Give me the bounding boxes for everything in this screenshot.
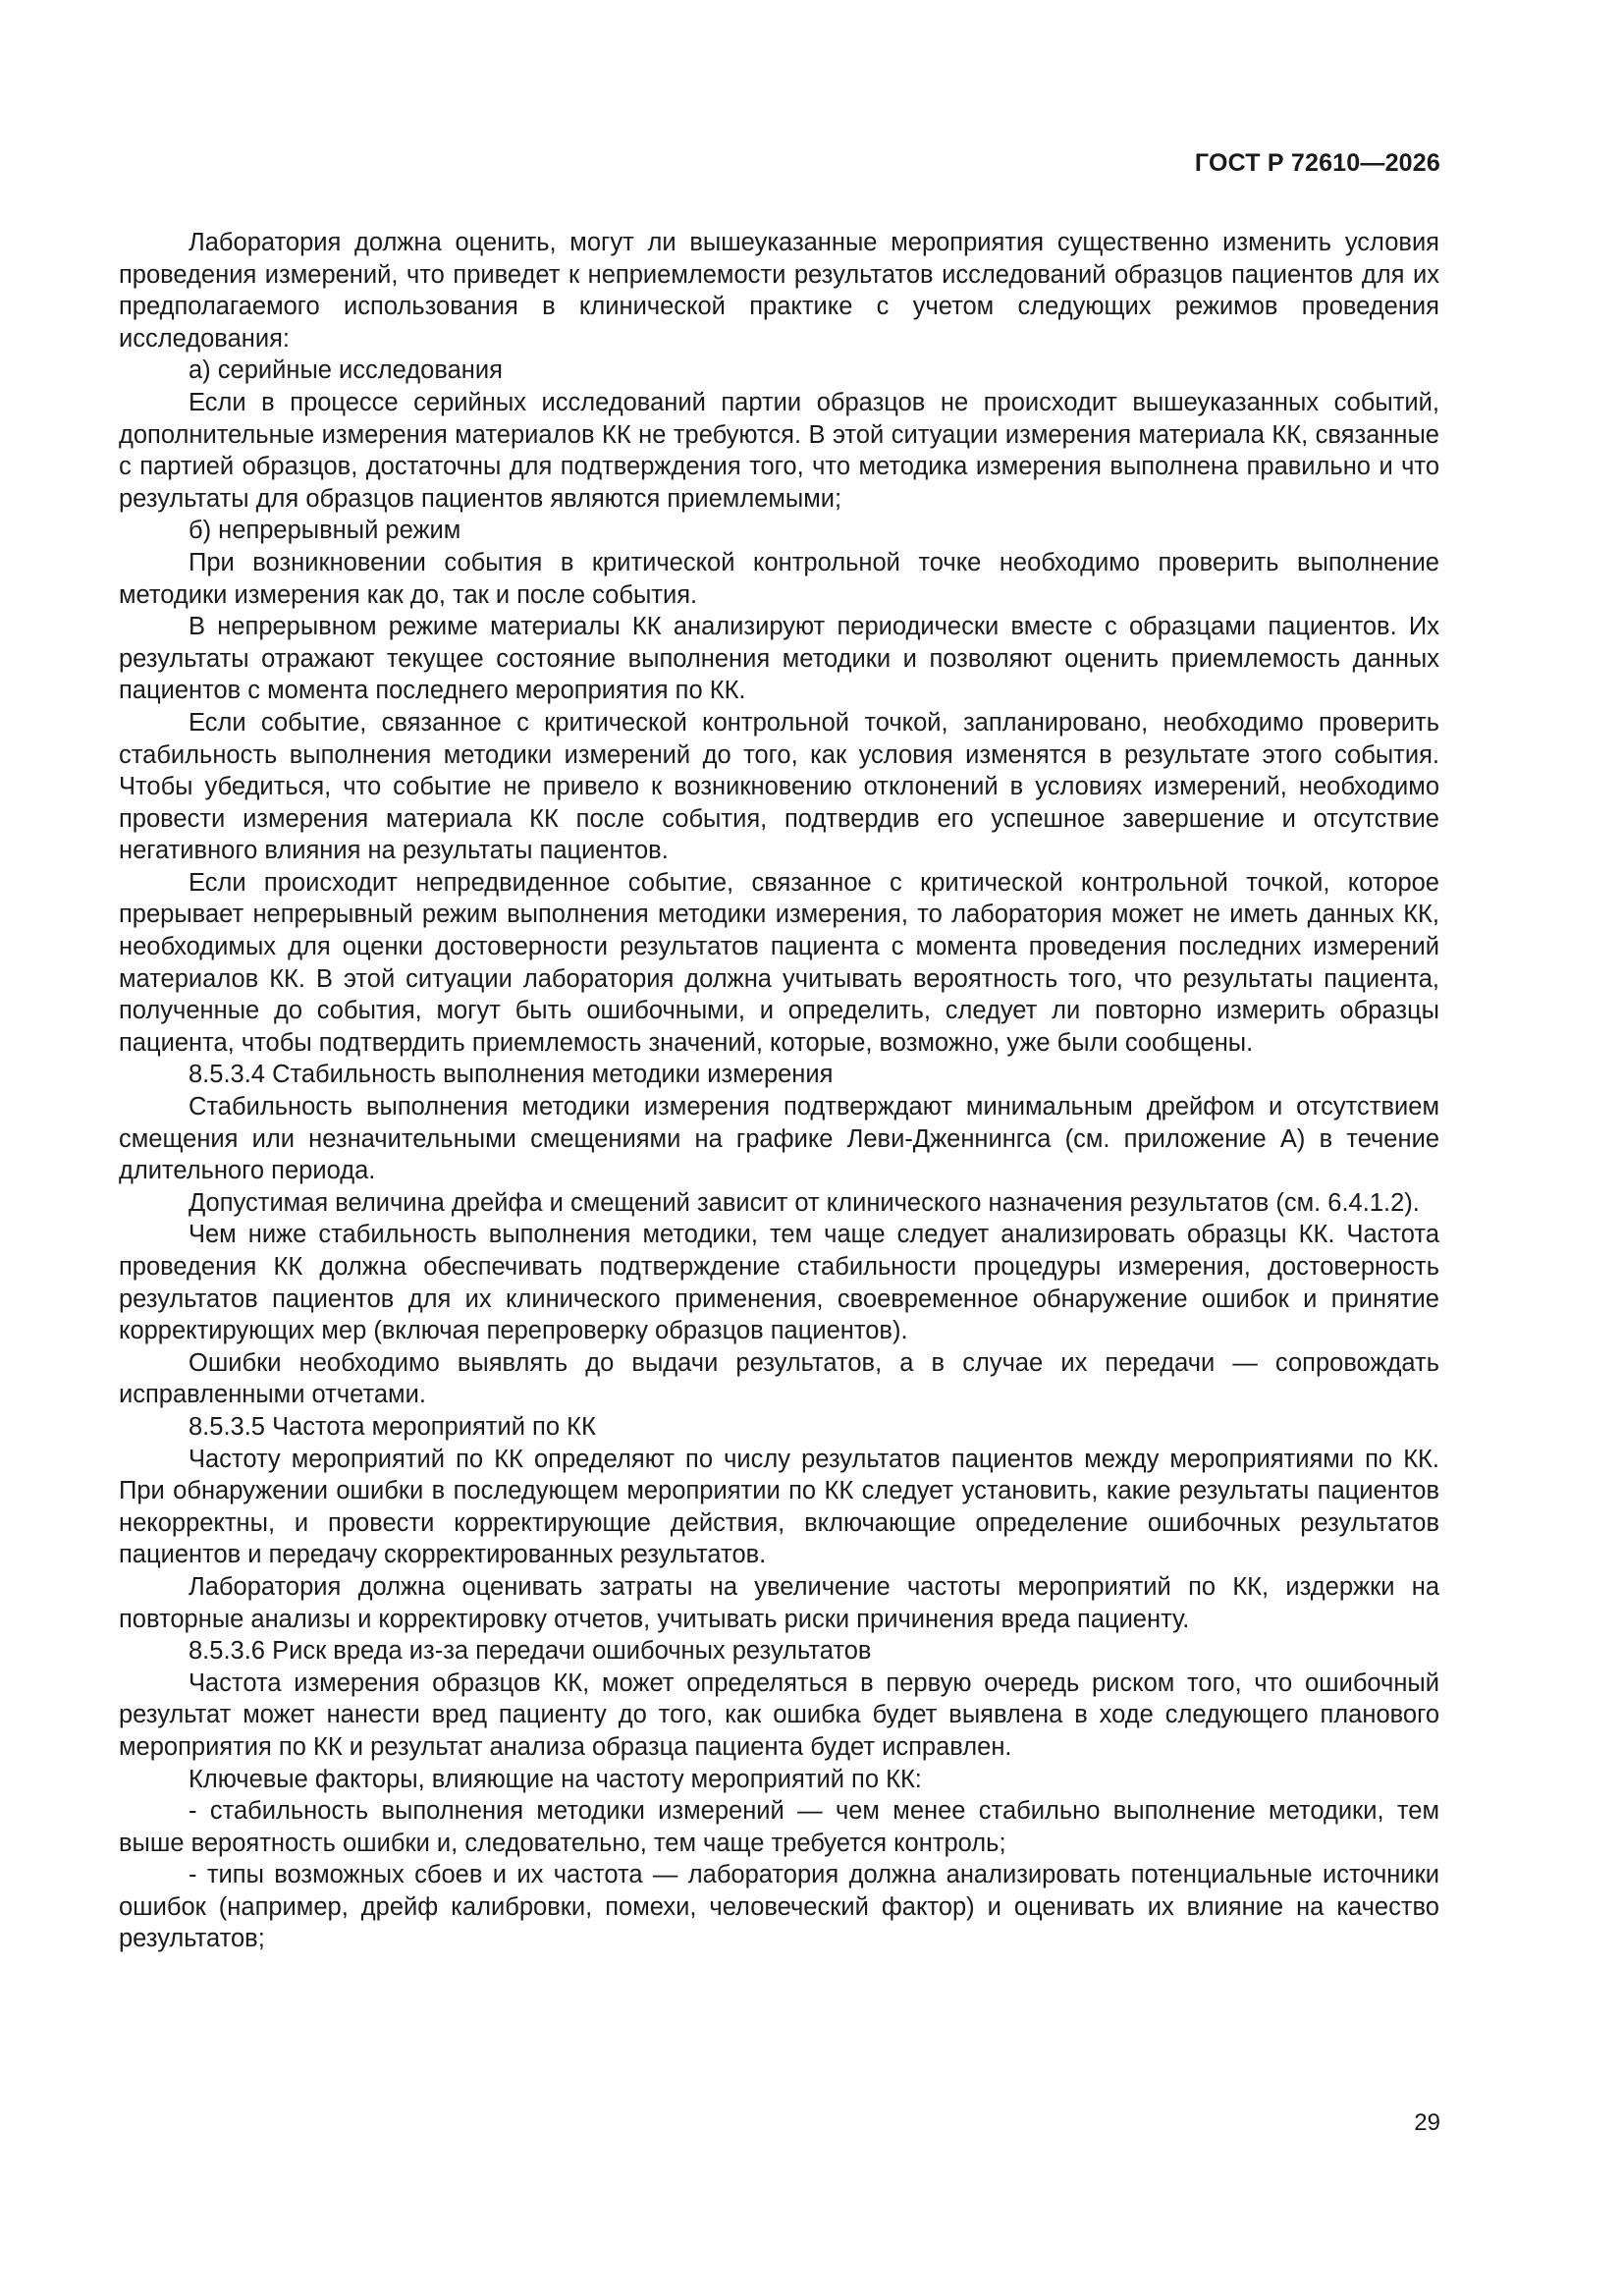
paragraph: Частота измерения образцов КК, может определяться в первую очередь риском того, что ошибочный результат может нанести вред пациенту до того, как ошибка будет выявлена в ходе следующего планового мероприятия по КК и результат анализа образца пациента будет исправлен.	[119, 1668, 1439, 1761]
paragraph: Если событие, связанное с критической контрольной точкой, запланировано, необходимо проверить стабильность выполнения методики измерений до того, как условия изменятся в результате этого события. Чтобы убедиться, что событие не привело к возникновению отклонений в условиях измерений, необходимо провести измерения материала КК после события, подтвердив его успешное завершение и отсутствие негативного влияния на результаты пациентов.	[119, 708, 1439, 865]
paragraph: Частоту мероприятий по КК определяют по числу результатов пациентов между мероприятиями по КК. При обнаружении ошибки в последующем мероприятии по КК следует установить, какие результаты пациентов некорректны, и провести корректирующие действия, включающие определение ошибочных результатов пациентов и передачу скорректированных результатов.	[119, 1445, 1439, 1569]
list-item-a: а) серийные исследования	[189, 356, 503, 385]
paragraph: Ключевые факторы, влияющие на частоту мероприятий по КК:	[189, 1765, 922, 1793]
paragraph: В непрерывном режиме материалы КК анализируют периодически вместе с образцами пациентов. Их результаты отражают текущее состояние выполнения методики и позволяют оценить приемлемость данных пациентов с момента последнего мероприятия по КК.	[119, 613, 1439, 705]
paragraph: Ошибки необходимо выявлять до выдачи результатов, а в случае их передачи — сопровождать исправленными отчетами.	[119, 1348, 1439, 1409]
list-item: - стабильность выполнения методики измерений — чем менее стабильно выполнение методики, тем выше вероятность ошибки и, следовательно, тем чаще требуется контроль;	[119, 1797, 1439, 1857]
page-number: 29	[1414, 2109, 1440, 2136]
paragraph: Чем ниже стабильность выполнения методики, тем чаще следует анализировать образцы КК. Частота проведения КК должна обеспечивать подтверждение стабильности процедуры измерения, достоверность результатов пациентов для их клинического применения, своевременное обнаружение ошибок и принятие корректирующих мер (включая перепроверку образцов пациентов).	[119, 1221, 1439, 1345]
list-item-b: б) непрерывный режим	[189, 517, 461, 545]
paragraph: Если происходит непредвиденное событие, связанное с критической контрольной точкой, которое прерывает непрерывный режим выполнения методики измерения, то лаборатория может не иметь данных КК, необходимых для оценки достоверности результатов пациента с момента проведения последних измерений материалов КК. В этой ситуации лаборатория должна учитывать вероятность того, что результаты пациента, полученные до события, могут быть ошибочными, и определить, следует ли повторно измерить образцы пациента, чтобы подтвердить приемлемость значений, которые, возможно, уже были сообщены.	[119, 868, 1439, 1057]
document-code: ГОСТ Р 72610—2026	[1194, 149, 1440, 177]
paragraph: Лаборатория должна оценивать затраты на увеличение частоты мероприятий по КК, издержки на повторные анализы и корректировку отчетов, учитывать риски причинения вреда пациенту.	[119, 1572, 1439, 1633]
section-heading: 8.5.3.6 Риск вреда из-за передачи ошибочных результатов	[189, 1637, 872, 1666]
paragraph: Допустимая величина дрейфа и смещений зависит от клинического назначения результатов (см. 6.4.1.2).	[189, 1188, 1420, 1217]
body-text	[119, 227, 1439, 1955]
paragraph: Стабильность выполнения методики измерения подтверждают минимальным дрейфом и отсутствием смещения или незначительными смещениями на графике Леви-Дженнингса (см. приложение А) в течение длительного периода.	[119, 1093, 1439, 1185]
paragraph: При возникновении события в критической контрольной точке необходимо проверить выполнение методики измерения как до, так и после события.	[119, 548, 1439, 609]
section-heading: 8.5.3.5 Частота мероприятий по КК	[189, 1412, 596, 1441]
paragraph: Лаборатория должна оценить, могут ли вышеуказанные мероприятия существенно изменить условия проведения измерений, что приведет к неприемлемости результатов исследований образцов пациентов для их предполагаемого использования в клинической практике с учетом следующих режимов проведения исследования:	[119, 229, 1439, 353]
section-heading: 8.5.3.4 Стабильность выполнения методики измерения	[189, 1061, 834, 1089]
list-item: - типы возможных сбоев и их частота — лаборатория должна анализировать потенциальные источники ошибок (например, дрейф калибровки, помехи, человеческий фактор) и оценивать их влияние на качество результатов;	[119, 1861, 1439, 1953]
paragraph: Если в процессе серийных исследований партии образцов не происходит вышеуказанных событий, дополнительные измерения материалов КК не требуются. В этой ситуации измерения материала КК, связанные с партией образцов, достаточны для подтверждения того, что методика измерения выполнена правильно и что результаты для образцов пациентов являются приемлемыми;	[119, 388, 1439, 513]
